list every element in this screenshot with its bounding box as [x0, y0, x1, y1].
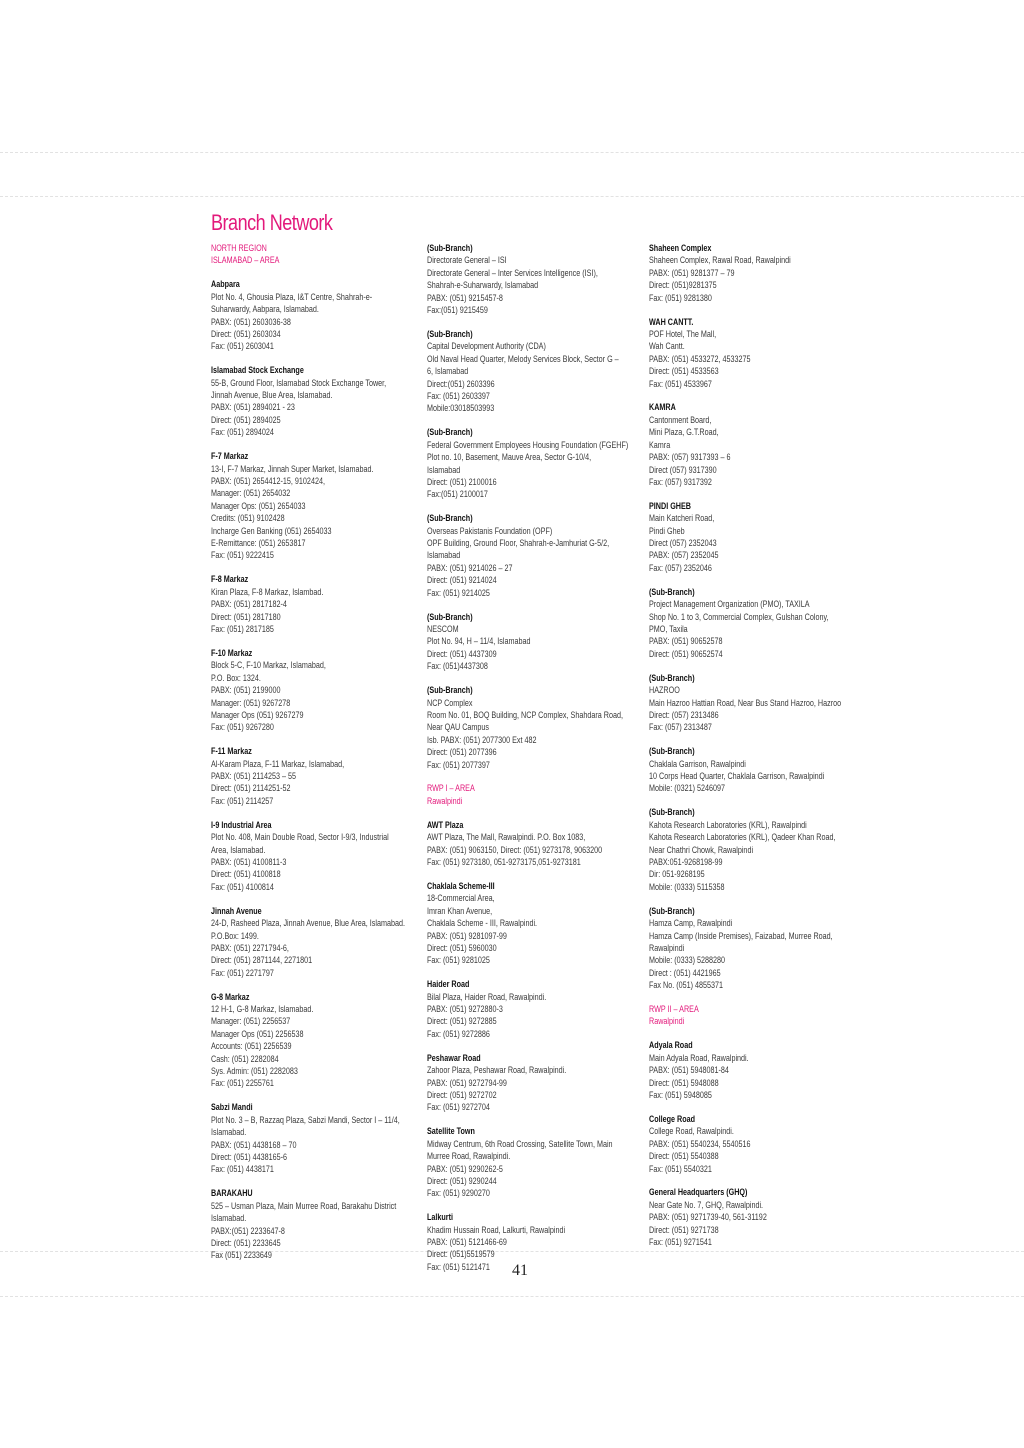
- branch-detail-line: Fax: (051) 2255761: [211, 1078, 274, 1089]
- branch-name: (Sub-Branch): [649, 672, 695, 683]
- branch-detail-line: Kiran Plaza, F-8 Markaz, Islambad.: [211, 586, 324, 597]
- branch-detail-line: Manager Ops (051) 9267279: [211, 709, 304, 720]
- branch-detail-line: PABX: (051) 9063150, Direct: (051) 9273178, 9063200: [427, 844, 603, 855]
- branch-detail-line: Islamabad.: [211, 1213, 247, 1224]
- branch-detail-line: NCP Complex: [427, 697, 473, 708]
- branch-detail-line: PABX: (051) 2199000: [211, 685, 281, 696]
- branch-detail-line: Overseas Pakistanis Foundation (OPF): [427, 525, 553, 536]
- branch-name: (Sub-Branch): [427, 513, 473, 524]
- branch-detail-line: Wah Cantt.: [649, 341, 685, 352]
- branch-detail-line: Kahota Research Laboratories (KRL), Rawalpindi: [649, 819, 807, 830]
- branch-detail-line: Zahoor Plaza, Peshawar Road, Rawalpindi.: [427, 1065, 567, 1076]
- branch-name: BARAKAHU: [211, 1188, 253, 1199]
- branch-detail-line: Plot No. 94, H – 11/4, Islamabad: [427, 636, 531, 647]
- region-label: ISLAMABAD – AREA: [211, 255, 280, 266]
- branch-detail-line: Fax: (051) 2603397: [427, 390, 490, 401]
- branch-detail-line: Islamabad: [427, 550, 461, 561]
- branch-name: Haider Road: [427, 979, 470, 990]
- top-guide-line: [0, 152, 1024, 153]
- branch-detail-line: Direct: (051) 9271738: [649, 1224, 719, 1235]
- branch-detail-line: Hamza Camp (Inside Premises), Faizabad, Murree Road,: [649, 930, 833, 941]
- branch-detail-line: Pindi Gheb: [649, 525, 685, 536]
- branch-detail-line: Direct: (051) 9290244: [427, 1175, 497, 1186]
- region-heading: [427, 782, 632, 807]
- branch-detail-line: Project Management Organization (PMO), TAXILA: [649, 599, 810, 610]
- branch-detail-line: Fax: (051) 2271797: [211, 967, 274, 978]
- branch-detail-line: Direct: (051) 5540388: [649, 1151, 719, 1162]
- branch-entry: [649, 401, 854, 488]
- branch-entry: [649, 242, 854, 304]
- branch-detail-line: Fax: (051) 2077397: [427, 759, 490, 770]
- branch-detail-line: Direct (057) 9317390: [649, 464, 717, 475]
- branch-detail-line: 18-Commercial Area,: [427, 893, 495, 904]
- branch-entry: [427, 426, 632, 500]
- branch-entry: [211, 1101, 416, 1175]
- branch-detail-line: Direct: (051) 9272702: [427, 1089, 497, 1100]
- branch-detail-line: Fax: (051) 4100814: [211, 881, 274, 892]
- branch-name: F-11 Markaz: [211, 746, 252, 757]
- branch-detail-line: PABX: (051) 9215457-8: [427, 292, 503, 303]
- branch-detail-line: Manager: (051) 2654032: [211, 488, 291, 499]
- branch-name: I-9 Industrial Area: [211, 819, 272, 830]
- branch-detail-line: Main Adyala Road, Rawalpindi.: [649, 1052, 749, 1063]
- column-3: [649, 242, 854, 1260]
- branch-detail-line: College Road, Rawalpindi.: [649, 1126, 734, 1137]
- branch-detail-line: Main Hazroo Hattian Road, Near Bus Stand Hazroo, Hazroo: [649, 697, 842, 708]
- branch-detail-line: Incharge Gen Banking (051) 2654033: [211, 525, 332, 536]
- branch-entry: [427, 611, 632, 673]
- branch-detail-line: Direct: (051) 5960030: [427, 942, 497, 953]
- branch-detail-line: Chaklala Garrison, Rawalpindi: [649, 758, 746, 769]
- branch-detail-line: PABX: (051) 9214026 – 27: [427, 562, 513, 573]
- region-label: Rawalpindi: [649, 1016, 685, 1027]
- branch-detail-line: Federal Government Employees Housing Foundation (FGEHF): [427, 439, 629, 450]
- branch-name: F-7 Markaz: [211, 451, 249, 462]
- branch-detail-line: Hamza Camp, Rawalpindi: [649, 918, 733, 929]
- branch-detail-line: Fax: (051)4437308: [427, 661, 488, 672]
- column-2: [427, 242, 632, 1285]
- branch-entry: [211, 1187, 416, 1261]
- branch-detail-line: Direct: (051) 9214024: [427, 575, 497, 586]
- branch-detail-line: Fax: (051) 4533967: [649, 378, 712, 389]
- branch-detail-line: Sys. Admin: (051) 2282083: [211, 1066, 298, 1077]
- branch-entry: [427, 978, 632, 1040]
- branch-entry: [649, 500, 854, 574]
- branch-entry: [211, 573, 416, 635]
- branch-name: Shaheen Complex: [649, 243, 712, 253]
- branch-name: PINDI GHEB: [649, 500, 692, 511]
- branch-detail-line: Fax: (051) 9281380: [649, 292, 712, 303]
- branch-entry: [211, 991, 416, 1090]
- branch-detail-line: Direct: (051)5519579: [427, 1249, 495, 1260]
- branch-entry: [649, 316, 854, 390]
- branch-detail-line: Fax: (051) 4438171: [211, 1164, 274, 1175]
- branch-detail-line: Mini Plaza, G.T.Road,: [649, 427, 719, 438]
- branch-detail-line: Shop No. 1 to 3, Commercial Complex, Gulshan Colony,: [649, 611, 829, 622]
- branch-detail-line: Near Gate No. 7, GHQ, Rawalpindi.: [649, 1199, 764, 1210]
- branch-detail-line: Fax: (051) 2894024: [211, 427, 274, 438]
- branch-detail-line: PABX: (051) 9281377 – 79: [649, 267, 735, 278]
- branch-detail-line: PABX: (051) 2654412-15, 9102424,: [211, 476, 325, 486]
- branch-detail-line: Fax: (051) 9290270: [427, 1188, 490, 1199]
- branch-detail-line: Near Chathri Chowk, Rawalpindi: [649, 844, 754, 855]
- branch-detail-line: PABX: (051) 2603036-38: [211, 316, 291, 327]
- branch-detail-line: Manager: (051) 2256537: [211, 1016, 291, 1027]
- branch-detail-line: PABX: (051) 2271794-6,: [211, 942, 289, 953]
- branch-detail-line: Jinnah Avenue, Blue Area, Islamabad.: [211, 390, 333, 401]
- branch-detail-line: Shahrah-e-Suharwardy, Islamabad: [427, 280, 539, 291]
- branch-detail-line: E-Remittance: (051) 2653817: [211, 538, 306, 549]
- branch-detail-line: Direct : (051) 4421965: [649, 967, 721, 978]
- branch-detail-line: Direct: (051) 2100016: [427, 476, 497, 487]
- branch-name: F-10 Markaz: [211, 647, 253, 658]
- branch-detail-line: NESCOM: [427, 623, 459, 634]
- branch-detail-line: Fax: (051) 9214025: [427, 587, 490, 598]
- branch-detail-line: Kamra: [649, 439, 671, 450]
- branch-detail-line: Direct: (057) 2313486: [649, 709, 719, 720]
- branch-detail-line: 13-I, F-7 Markaz, Jinnah Super Market, Islamabad.: [211, 463, 374, 474]
- branch-entry: [649, 806, 854, 893]
- branch-detail-line: Fax: (051) 9271541: [649, 1237, 712, 1248]
- branch-entry: [649, 586, 854, 660]
- branch-detail-line: HAZROO: [649, 685, 680, 696]
- branch-entry: [211, 364, 416, 438]
- branch-detail-line: Fax:(051) 9215459: [427, 305, 488, 316]
- branch-detail-line: PABX: (051) 5948081-84: [649, 1065, 729, 1076]
- branch-entry: [211, 647, 416, 734]
- branch-name: General Headquarters (GHQ): [649, 1187, 748, 1198]
- branch-detail-line: PABX: (051) 2114253 – 55: [211, 771, 296, 782]
- branch-detail-line: PABX: (051) 4533272, 4533275: [649, 353, 751, 364]
- branch-detail-line: 55-B, Ground Floor, Islamabad Stock Exchange Tower,: [211, 377, 387, 388]
- branch-detail-line: Direct: (051) 5948088: [649, 1077, 719, 1088]
- branch-entry: [649, 1039, 854, 1101]
- branch-detail-line: Mobile: (0333) 5288280: [649, 955, 726, 966]
- branch-detail-line: Plot No. 4, Ghousia Plaza, I&T Centre, Shahrah-e-: [211, 291, 373, 302]
- branch-detail-line: Islamabad.: [211, 1127, 247, 1138]
- branch-detail-line: Direct: (051) 2894025: [211, 414, 281, 425]
- branch-entry: [649, 905, 854, 992]
- branch-detail-line: Direct (057) 2352043: [649, 538, 717, 549]
- branch-detail-line: Isb. PABX: (051) 2077300 Ext 482: [427, 734, 537, 745]
- branch-name: (Sub-Branch): [427, 328, 473, 339]
- branch-detail-line: PABX:(051) 2233647-8: [211, 1225, 285, 1236]
- page-number: 41: [512, 1262, 528, 1279]
- branch-detail-line: 525 – Usman Plaza, Main Murree Road, Barakahu District: [211, 1200, 397, 1211]
- branch-detail-line: Midway Centrum, 6th Road Crossing, Satellite Town, Main: [427, 1138, 613, 1149]
- branch-detail-line: Fax:(051) 2100017: [427, 489, 488, 500]
- branch-detail-line: Murree Road, Rawalpindi.: [427, 1151, 511, 1162]
- branch-detail-line: Fax: (051) 2114257: [211, 795, 274, 806]
- region-label: RWP II – AREA: [649, 1004, 699, 1015]
- branch-detail-line: Direct: (051) 4100818: [211, 869, 281, 880]
- branch-detail-line: PMO, Taxila: [649, 623, 688, 634]
- branch-detail-line: Fax: (051) 9281025: [427, 955, 490, 966]
- branch-detail-line: Fax: (051) 2817185: [211, 623, 274, 634]
- branch-detail-line: Fax: (051) 5948085: [649, 1089, 712, 1100]
- branch-name: (Sub-Branch): [649, 586, 695, 597]
- top-guide-line: [0, 196, 1024, 197]
- branch-detail-line: Direct: (051) 2603034: [211, 328, 281, 339]
- branch-name: Jinnah Avenue: [211, 905, 262, 916]
- branch-detail-line: PABX: (051) 9281097-99: [427, 930, 507, 941]
- branch-detail-line: PABX: (057) 2352045: [649, 550, 719, 561]
- branch-name: F-8 Markaz: [211, 574, 249, 585]
- branch-entry: [427, 819, 632, 869]
- branch-detail-line: PABX: (051) 9290262-5: [427, 1163, 503, 1174]
- branch-name: College Road: [649, 1113, 696, 1124]
- branch-name: (Sub-Branch): [649, 807, 695, 818]
- branch-detail-line: Fax No. (051) 4855371: [649, 980, 724, 991]
- branch-detail-line: PABX:051-9268198-99: [649, 856, 723, 867]
- branch-detail-line: Mobile:03018503993: [427, 403, 495, 414]
- region-label: Rawalpindi: [427, 795, 463, 806]
- branch-detail-line: Directorate General – Inter Services Intelligence (ISI),: [427, 267, 598, 278]
- branch-detail-line: Accounts: (051) 2256539: [211, 1041, 292, 1052]
- branch-detail-line: Fax: (051) 5540321: [649, 1163, 712, 1174]
- branch-name: Aabpara: [211, 279, 240, 290]
- branch-entry: [211, 905, 416, 979]
- branch-name: KAMRA: [649, 402, 676, 413]
- branch-detail-line: Fax: (051) 5121471: [427, 1261, 490, 1272]
- branch-name: Chaklala Scheme-III: [427, 880, 495, 891]
- branch-detail-line: Near QAU Campus: [427, 722, 490, 733]
- branch-detail-line: Block 5-C, F-10 Markaz, Islamabad,: [211, 660, 326, 671]
- branch-detail-line: Direct:(051) 2603396: [427, 378, 495, 389]
- branch-detail-line: Fax: (051) 9273180, 051-9273175,051-9273181: [427, 856, 581, 867]
- branch-detail-line: Area, Islamabad.: [211, 844, 266, 855]
- page-title: Branch Network: [211, 210, 333, 235]
- branch-detail-line: Kahota Research Laboratories (KRL), Qadeer Khan Road,: [649, 832, 836, 843]
- branch-detail-line: Direct: (051) 2817180: [211, 611, 281, 622]
- branch-detail-line: Cantonment Board,: [649, 414, 712, 425]
- branch-name: (Sub-Branch): [427, 427, 473, 438]
- region-label: NORTH REGION: [211, 243, 267, 253]
- branch-detail-line: Rawalpindi: [649, 942, 685, 953]
- branch-detail-line: PABX: (051) 4100811-3: [211, 856, 287, 867]
- branch-detail-line: Islamabad: [427, 464, 461, 475]
- branch-entry: [211, 450, 416, 562]
- branch-detail-line: P.O.Box: 1499.: [211, 930, 259, 941]
- branch-detail-line: Direct: (051) 4438165-6: [211, 1152, 288, 1162]
- column-1: [211, 242, 416, 1273]
- branch-detail-line: PABX: (051) 5540234, 5540516: [649, 1138, 751, 1149]
- branch-entry: [649, 672, 854, 734]
- branch-name: (Sub-Branch): [649, 905, 695, 916]
- branch-name: G-8 Markaz: [211, 991, 250, 1002]
- branch-detail-line: AWT Plaza, The Mall, Rawalpindi. P.O. Box 1083,: [427, 832, 586, 843]
- branch-detail-line: Mobile: (0333) 5115358: [649, 881, 725, 892]
- branch-detail-line: Direct: (051) 4533563: [649, 366, 719, 377]
- branch-entry: [649, 1113, 854, 1175]
- branch-detail-line: Direct: (051) 4437309: [427, 648, 497, 659]
- branch-entry: [211, 278, 416, 352]
- branch-detail-line: 12 H-1, G-8 Markaz, Islamabad.: [211, 1004, 314, 1015]
- branch-detail-line: Suharwardy, Aabpara, Islamabad.: [211, 304, 319, 315]
- branch-name: Adyala Road: [649, 1040, 693, 1051]
- branch-detail-line: 6, Islamabad: [427, 366, 469, 377]
- branch-detail-line: PABX: (051) 5121466-69: [427, 1237, 507, 1248]
- branch-detail-line: PABX: (051) 9272794-99: [427, 1077, 507, 1088]
- branch-detail-line: PABX: (051) 9271739-40, 561-31192: [649, 1212, 767, 1223]
- branch-detail-line: Direct: (051)9281375: [649, 280, 717, 291]
- branch-name: Sabzi Mandi: [211, 1102, 253, 1113]
- branch-name: Satellite Town: [427, 1126, 475, 1137]
- branch-detail-line: Mobile: (0321) 5246097: [649, 783, 726, 794]
- branch-detail-line: Direct: (051) 90652574: [649, 648, 723, 659]
- branch-detail-line: Direct: (051) 2871144, 2271801: [211, 955, 313, 966]
- region-label: RWP I – AREA: [427, 783, 475, 794]
- branch-detail-line: Direct: (051) 2077396: [427, 747, 497, 758]
- bottom-guide-line: [0, 1296, 1024, 1297]
- branch-entry: [211, 745, 416, 807]
- branch-detail-line: Room No. 01, BOQ Building, NCP Complex, Shahdara Road,: [427, 709, 623, 720]
- branch-name: (Sub-Branch): [649, 746, 695, 757]
- branch-detail-line: Plot No. 408, Main Double Road, Sector I-9/3, Industrial: [211, 832, 389, 843]
- branch-name: AWT Plaza: [427, 819, 464, 830]
- branch-detail-line: Shaheen Complex, Rawal Road, Rawalpindi: [649, 255, 791, 266]
- branch-detail-line: OPF Building, Ground Floor, Shahrah-e-Jamhuriat G-5/2,: [427, 538, 610, 549]
- branch-detail-line: Fax: (057) 2352046: [649, 562, 712, 573]
- branch-name: Lalkurti: [427, 1212, 454, 1223]
- branch-detail-line: 10 Corps Head Quarter, Chaklala Garrison, Rawalpindi: [649, 771, 825, 782]
- branch-detail-line: PABX: (051) 2894021 - 23: [211, 402, 295, 413]
- branch-name: (Sub-Branch): [427, 685, 473, 696]
- branch-entry: [649, 1186, 854, 1248]
- branch-name: Peshawar Road: [427, 1052, 481, 1063]
- branch-detail-line: Fax: (051) 9267280: [211, 722, 274, 733]
- branch-entry: [427, 1125, 632, 1199]
- branch-detail-line: Manager Ops (051) 2256538: [211, 1028, 304, 1039]
- region-heading: [211, 242, 416, 267]
- branch-detail-line: PABX: (051) 90652578: [649, 636, 723, 647]
- branch-detail-line: Capital Development Authority (CDA): [427, 341, 546, 352]
- branch-entry: [427, 242, 632, 316]
- branch-detail-line: Directorate General – ISI: [427, 255, 507, 266]
- branch-detail-line: Chaklala Scheme - III, Rawalpindi.: [427, 918, 538, 929]
- branch-entry: [427, 880, 632, 967]
- branch-detail-line: Manager: (051) 9267278: [211, 697, 291, 708]
- branch-detail-line: PABX: (051) 4438168 – 70: [211, 1139, 297, 1150]
- branch-detail-line: P.O. Box: 1324.: [211, 672, 261, 683]
- branch-detail-line: Imran Khan Avenue,: [427, 905, 493, 916]
- branch-detail-line: Plot No. 3 – B, Razzaq Plaza, Sabzi Mandi, Sector I – 11/4,: [211, 1114, 400, 1125]
- branch-entry: [211, 819, 416, 893]
- branch-detail-line: PABX: (051) 9272880-3: [427, 1004, 503, 1015]
- branch-detail-line: Main Katcheri Road,: [649, 513, 715, 524]
- branch-detail-line: POF Hotel, The Mall,: [649, 328, 717, 339]
- branch-entry: [427, 328, 632, 415]
- branch-detail-line: Fax: (051) 9222415: [211, 550, 274, 561]
- branch-detail-line: Al-Karam Plaza, F-11 Markaz, Islamabad,: [211, 758, 345, 769]
- region-heading: [649, 1003, 854, 1028]
- branch-detail-line: Direct: (051) 2114251-52: [211, 783, 291, 794]
- branch-detail-line: PABX: (051) 2817182-4: [211, 599, 287, 610]
- branch-name: (Sub-Branch): [427, 611, 473, 622]
- branch-detail-line: Fax (051) 2233649: [211, 1250, 272, 1261]
- branch-detail-line: Bilal Plaza, Haider Road, Rawalpindi.: [427, 991, 547, 1002]
- branch-name: WAH CANTT.: [649, 316, 694, 327]
- branch-detail-line: Fax: (051) 9272886: [427, 1028, 490, 1039]
- branch-entry: [427, 512, 632, 599]
- branch-detail-line: Plot no. 10, Basement, Mauve Area, Sector G-10/4,: [427, 452, 592, 463]
- branch-detail-line: Direct: (051) 2233645: [211, 1237, 281, 1248]
- branch-detail-line: Manager Ops: (051) 2654033: [211, 500, 306, 511]
- branch-entry: [427, 1052, 632, 1114]
- branch-entry: [427, 684, 632, 771]
- branch-detail-line: Fax: (057) 2313487: [649, 722, 712, 733]
- branch-detail-line: Fax: (051) 2603041: [211, 341, 274, 352]
- branch-detail-line: Old Naval Head Quarter, Melody Services Block, Sector G –: [427, 353, 619, 364]
- branch-detail-line: Direct: (051) 9272885: [427, 1016, 497, 1027]
- branch-entry: [649, 745, 854, 795]
- branch-detail-line: Cash: (051) 2282084: [211, 1053, 279, 1064]
- branch-detail-line: 24-D, Rasheed Plaza, Jinnah Avenue, Blue Area, Islamabad.: [211, 918, 405, 929]
- branch-detail-line: Fax: (057) 9317392: [649, 476, 712, 487]
- branch-detail-line: Fax: (051) 9272704: [427, 1102, 490, 1113]
- branch-detail-line: Credits: (051) 9102428: [211, 513, 285, 524]
- branch-name: (Sub-Branch): [427, 243, 473, 253]
- branch-name: Islamabad Stock Exchange: [211, 365, 304, 376]
- branch-detail-line: PABX: (057) 9317393 – 6: [649, 452, 731, 463]
- branch-detail-line: Khadim Hussain Road, Lalkurti, Rawalpindi: [427, 1224, 566, 1235]
- branch-detail-line: Dir: 051-9268195: [649, 869, 705, 880]
